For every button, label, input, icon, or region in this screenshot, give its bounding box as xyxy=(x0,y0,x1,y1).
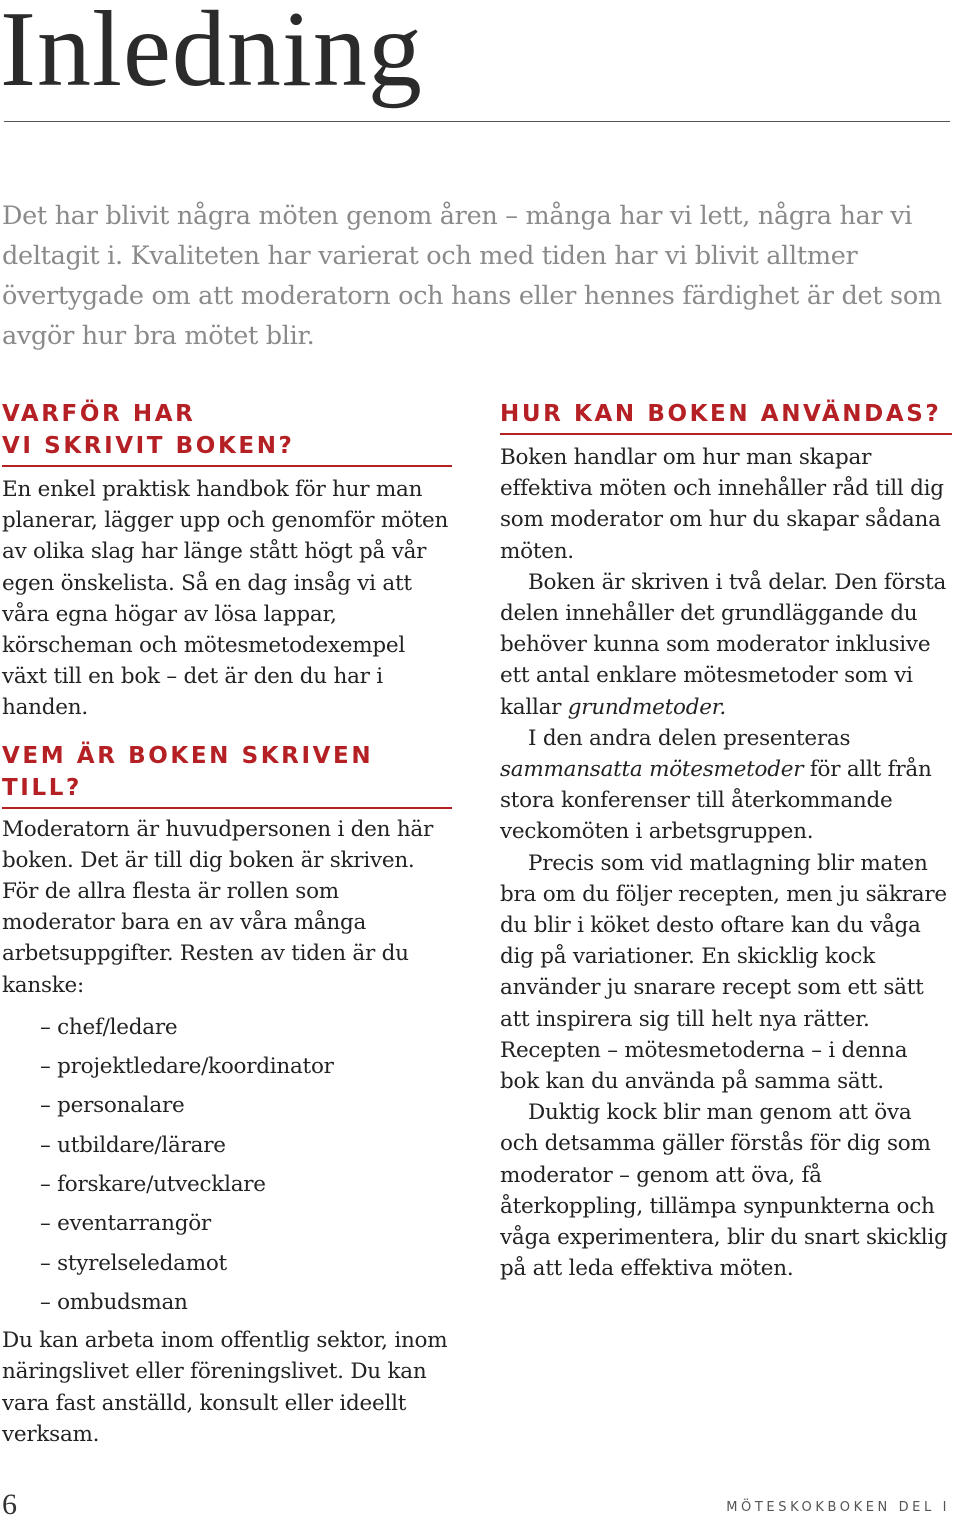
page-title: Inledning xyxy=(0,0,423,109)
list-item: – eventarrangör xyxy=(40,1204,452,1243)
how-section-body xyxy=(500,442,952,1284)
how-paragraph-3-emphasis: sammansatta mötesmetoder xyxy=(500,757,804,783)
intro-paragraph: Det har blivit några möten genom åren – många har vi lett, några har vi deltagit i. Kvaliteten har varierat och med tiden har vi blivit alltmer övertygade om att moderatorn och hans eller hennes färdighet är det som avgör hur bra mötet blir. xyxy=(2,201,942,351)
why-section-body xyxy=(2,474,452,724)
who-section-body xyxy=(2,814,452,1001)
running-footer-title: MÖTESKOKBOKEN DEL I xyxy=(726,1500,950,1515)
role-list xyxy=(2,1008,452,1322)
sector-paragraph: Du kan arbeta inom offentlig sektor, inom näringslivet eller föreningslivet. Du kan vara fast anställd, konsult eller ideellt verksam. xyxy=(2,1328,448,1447)
how-paragraph-1: Boken handlar om hur man skapar effektiva möten och innehåller råd till dig som moderator om hur du skapar sådana möten. xyxy=(500,445,944,564)
list-item: – styrelseledamot xyxy=(40,1244,452,1283)
right-column xyxy=(500,398,952,1284)
left-column xyxy=(2,398,452,1450)
how-paragraph-3 xyxy=(500,723,952,848)
list-item: – personalare xyxy=(40,1086,452,1125)
title-divider xyxy=(4,121,950,122)
why-paragraph: En enkel praktisk handbok för hur man planerar, lägger upp och genomför möten av olika slag har länge stått högt på vår egen önskelista. Så en dag insåg vi att våra egna högar av lösa lappar, körscheman och mötesmetodexempel växt till en bok – det är den du har i handen. xyxy=(2,477,449,721)
how-paragraph-2-text: Boken är skriven i två delar. Den första delen innehåller det grundläggande du behöver kunna som moderator inklusive ett antal enklare mötesmetoder som vi kallar xyxy=(500,569,947,720)
how-paragraph-2 xyxy=(500,567,952,723)
section-heading-who: VEM ÄR BOKEN SKRIVEN TILL? xyxy=(2,740,452,809)
who-paragraph: Moderatorn är huvudpersonen i den här boken. Det är till dig boken är skriven. För de allra flesta är rollen som moderator bara en av våra många arbetsuppgifter. Resten av tiden är du kanske: xyxy=(2,816,434,998)
how-paragraph-5: Duktig kock blir man genom att öva och detsamma gäller förstås för dig som moderator – genom att öva, få återkoppling, tillämpa synpunkterna och våga experimentera, blir du snart skicklig på att leda effektiva möten. xyxy=(500,1100,948,1282)
page-number: 6 xyxy=(2,1488,17,1521)
section-heading-why xyxy=(2,398,452,467)
how-paragraph-3-end: för allt från stora konferenser till återkommande veckomöten i arbetsgruppen. xyxy=(500,757,932,845)
list-item: – projektledare/koordinator xyxy=(40,1047,452,1086)
list-item: – chef/ledare xyxy=(40,1008,452,1047)
how-paragraph-2-emphasis: grundmetoder xyxy=(567,694,720,720)
sector-section-body xyxy=(2,1325,452,1450)
how-paragraph-3-start: I den andra delen presenteras xyxy=(528,725,851,751)
section-heading-why-line2: VI SKRIVIT BOKEN? xyxy=(2,433,295,459)
list-item: – utbildare/lärare xyxy=(40,1126,452,1165)
how-paragraph-2-end: . xyxy=(719,694,726,720)
list-item: – ombudsman xyxy=(40,1283,452,1322)
how-paragraph-4: Precis som vid matlagning blir maten bra om du följer recepten, men ju säkrare du blir i köket desto oftare kan du våga dig på variationer. En skicklig kock använder ju snarare recept som ett sätt att inspirera sig till helt nya rätter. Recepten – mötesmetoderna – i denna bok kan du använda på samma sätt. xyxy=(500,850,947,1095)
list-item: – forskare/utvecklare xyxy=(40,1165,452,1204)
section-heading-how: HUR KAN BOKEN ANVÄNDAS? xyxy=(500,398,952,435)
section-heading-why-line1: VARFÖR HAR xyxy=(2,401,196,427)
